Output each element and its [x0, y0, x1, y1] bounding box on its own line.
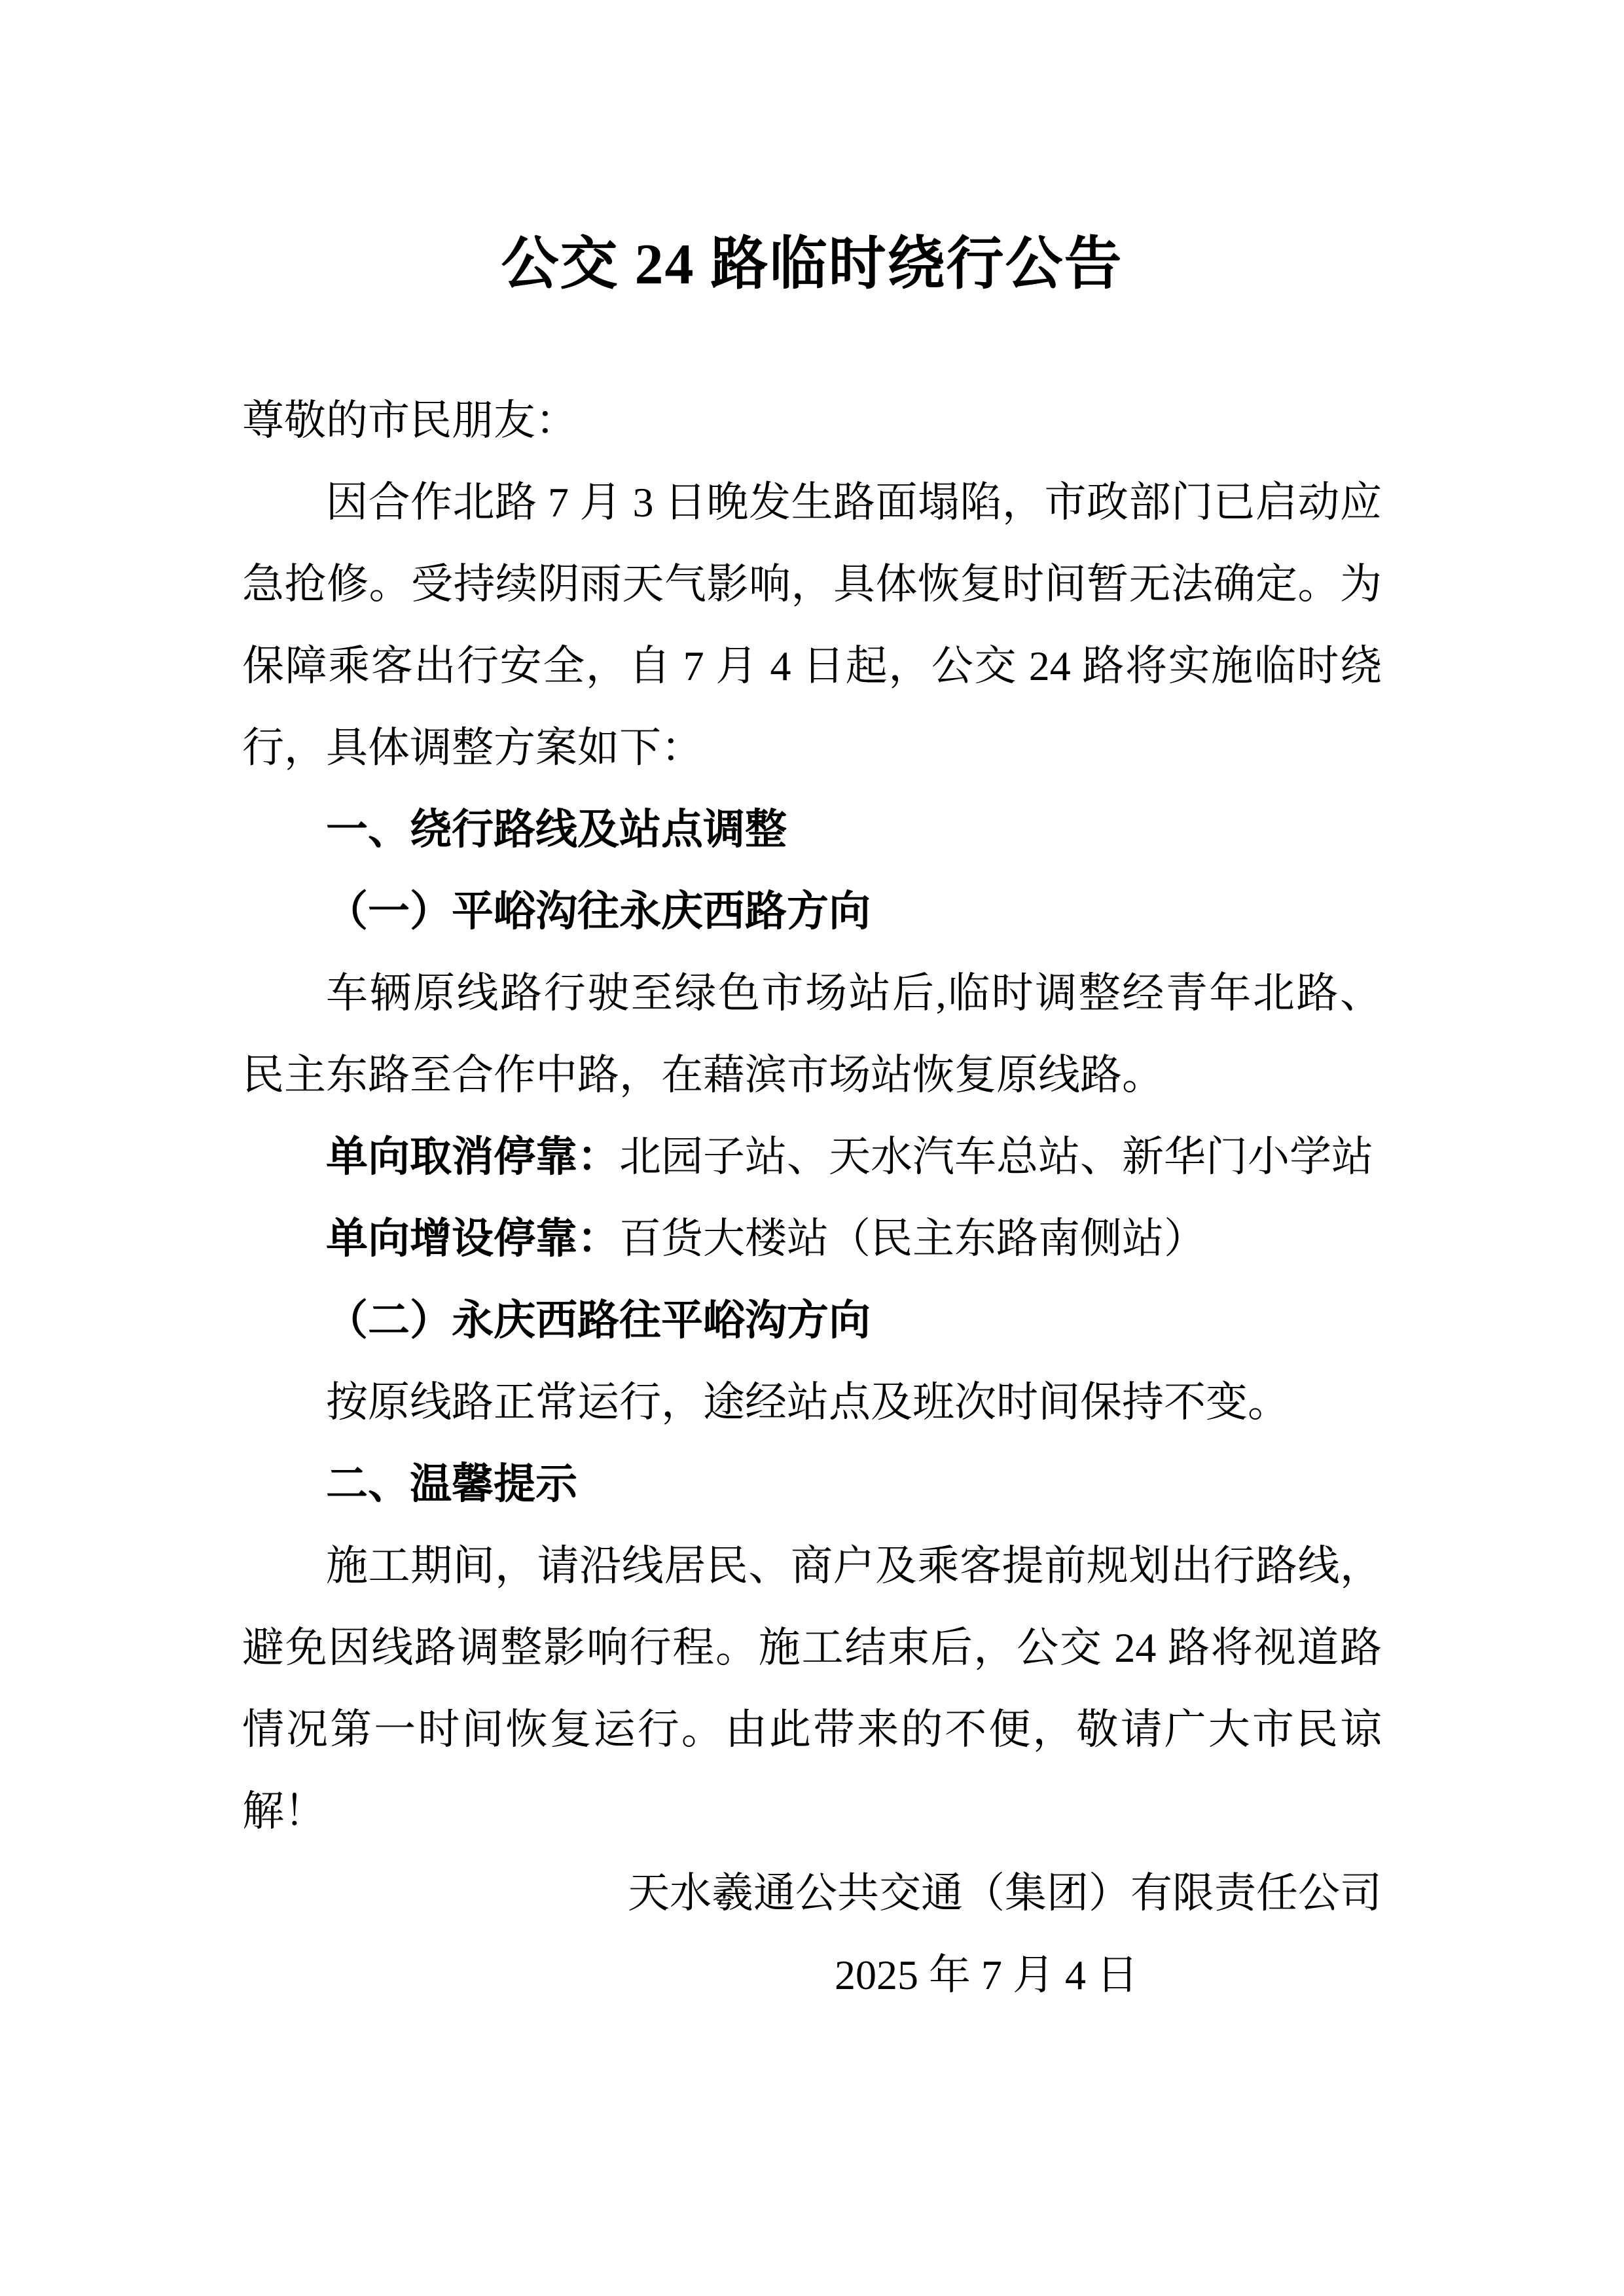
signature-company: 天水羲通公共交通（集团）有限责任公司 [628, 1870, 1382, 1916]
section-1-1-heading: （一）平峪沟往永庆西路方向 [326, 888, 871, 935]
section-2-body: 施工期间，请沿线居民、商户及乘客提前规划出行路线，避免因线路调整影响行程。施工结束后，公交 24 路将视道路情况第一时间恢复运行。由此带来的不便，敬请广大市民谅解！ [242, 1543, 1382, 1835]
signature-date: 2025 年 7 月 4 日 [835, 1952, 1138, 1998]
section-1-2-body: 按原线路正常运行，途经站点及班次时间保持不变。 [326, 1379, 1290, 1426]
section-1-1-body: 车辆原线路行驶至绿色市场站后,临时调整经青年北路、民主东路至合作中路，在藉滨市场站恢复原线路。 [242, 970, 1382, 1098]
cancelled-stops-paragraph [242, 1116, 1382, 1198]
document-title: 公交 24 路临时绕行公告 [501, 233, 1123, 296]
section-2-heading: 二、温馨提示 [326, 1460, 577, 1507]
added-stops-text: 百货大楼站（民主东路南侧站） [619, 1215, 1206, 1262]
added-stops-paragraph [242, 1198, 1382, 1280]
cancelled-stops-label: 单向取消停靠： [326, 1133, 619, 1180]
intro-paragraph: 因合作北路 7 月 3 日晚发生路面塌陷，市政部门已启动应急抢修。受持续阴雨天气影响，具体恢复时间暂无法确定。为保障乘客出行安全，自 7 月 4 日起，公交 24 路将实施临时绕行，具体调整方案如下： [242, 479, 1382, 771]
added-stops-label: 单向增设停靠： [326, 1215, 619, 1262]
section-1-heading: 一、绕行路线及站点调整 [326, 806, 787, 853]
cancelled-stops-text: 北园子站、天水汽车总站、新华门小学站 [619, 1134, 1373, 1180]
section-1-2-heading: （二）永庆西路往平峪沟方向 [326, 1297, 871, 1344]
salutation: 尊敬的市民朋友： [242, 397, 577, 444]
